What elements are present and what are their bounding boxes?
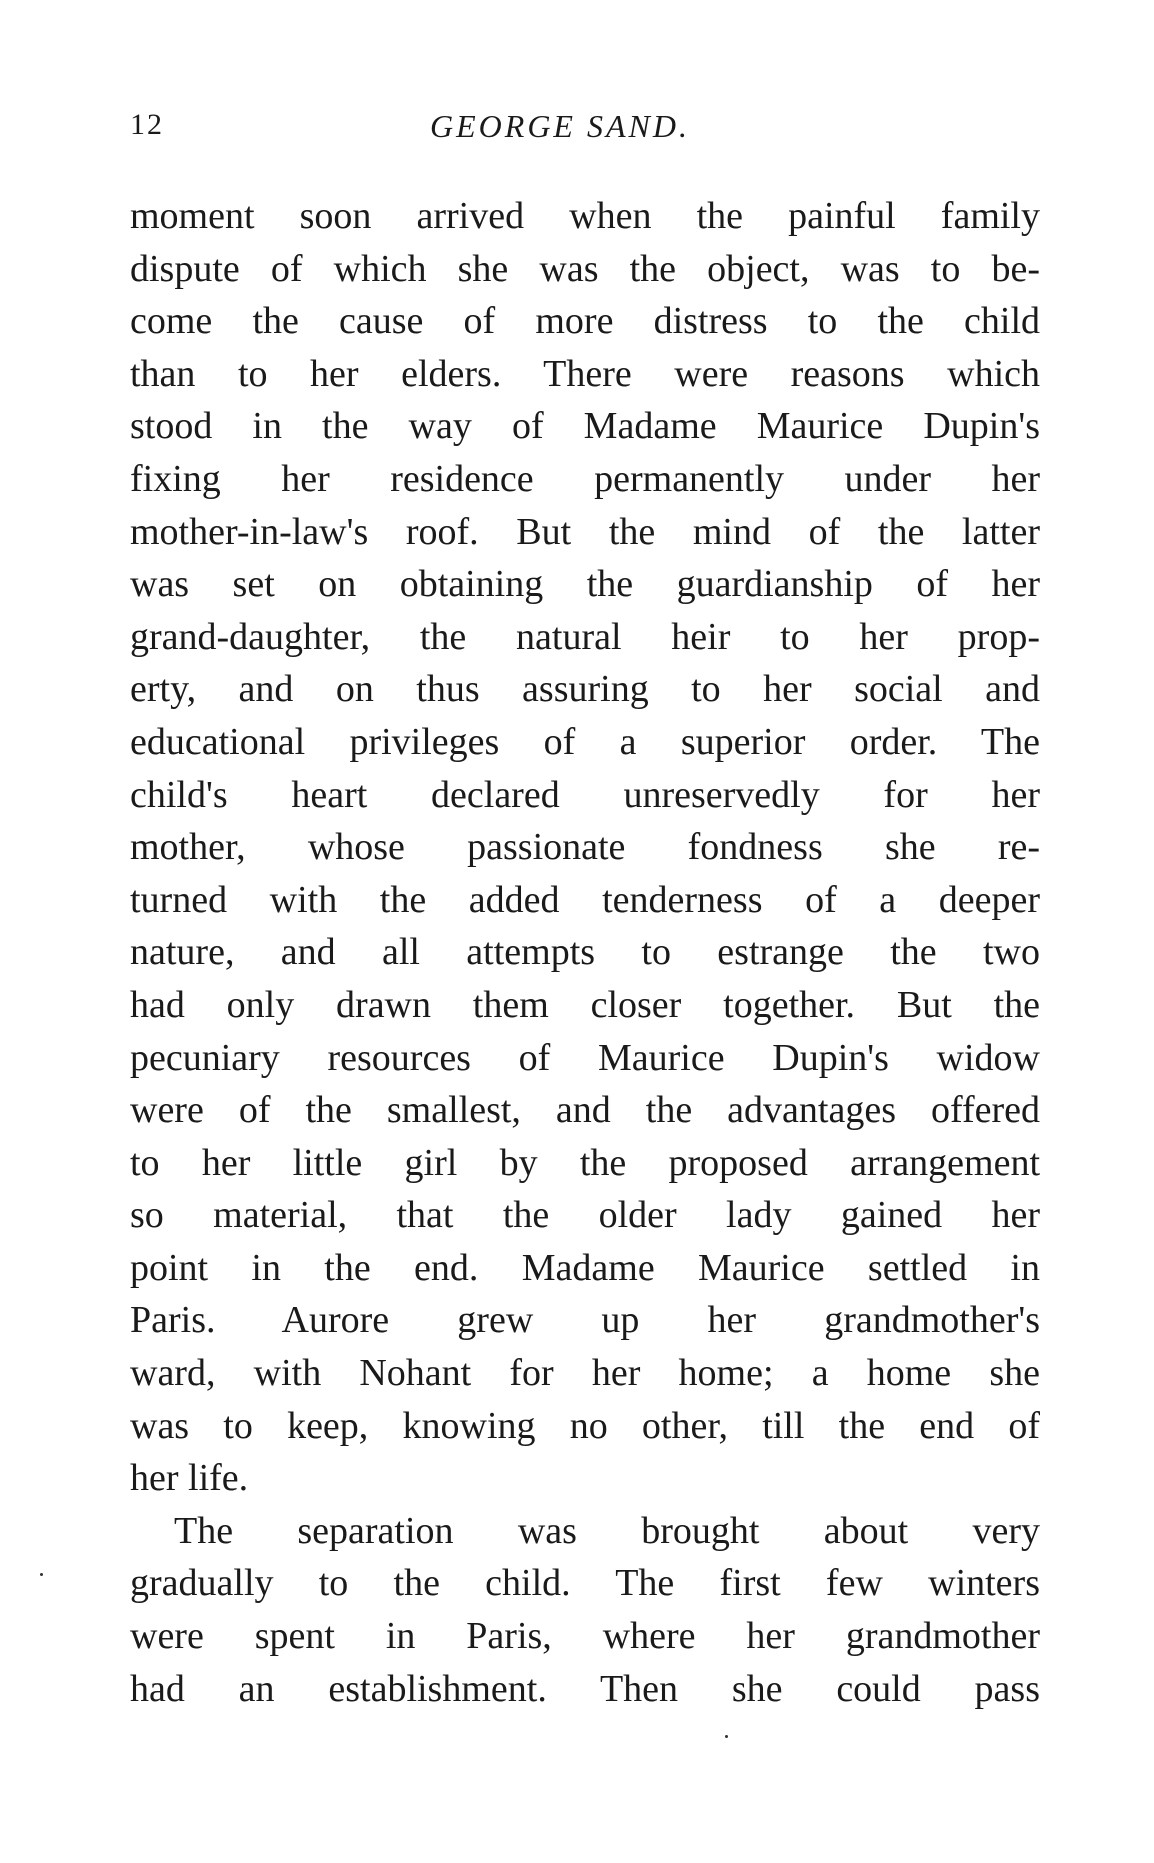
text-line: were spent in Paris, where her grandmother xyxy=(130,1615,1040,1658)
text-line: was set on obtaining the guardianship of her xyxy=(130,563,1040,606)
text-line: nature, and all attempts to estrange the two xyxy=(130,931,1040,974)
page-header xyxy=(130,108,1050,148)
text-line: Paris. Aurore grew up her grandmother's xyxy=(130,1299,1040,1342)
text-line: mother, whose passionate fondness she re- xyxy=(130,826,1040,869)
text-line: grand-daughter, the natural heir to her prop- xyxy=(130,615,1040,658)
text-line: mother-in-law's roof. But the mind of the latter xyxy=(130,510,1040,553)
text-line: pecuniary resources of Maurice Dupin's widow xyxy=(130,1036,1040,1079)
text-line: moment soon arrived when the painful family xyxy=(130,195,1040,237)
running-title: GEORGE SAND. xyxy=(430,108,690,144)
text-line: were of the smallest, and the advantages offered xyxy=(130,1089,1040,1132)
text-line: her life. xyxy=(130,1457,249,1500)
text-line: gradually to the child. The first few winters xyxy=(130,1562,1040,1605)
text-line: to her little girl by the proposed arrangement xyxy=(130,1141,1040,1184)
text-line: dispute of which she was the object, was to be- xyxy=(130,247,1040,290)
body-text xyxy=(130,190,1040,1715)
text-line: so material, that the older lady gained her xyxy=(130,1194,1040,1237)
text-line: had an establishment. Then she could pass xyxy=(130,1667,1040,1710)
text-line: turned with the added tenderness of a deeper xyxy=(130,878,1040,921)
text-line: point in the end. Madame Maurice settled in xyxy=(130,1246,1040,1289)
ink-speck xyxy=(725,1735,728,1738)
paragraph-2 xyxy=(130,1505,1040,1715)
text-line: fixing her residence permanently under her xyxy=(130,457,1040,500)
text-line: had only drawn them closer together. But the xyxy=(130,983,1040,1026)
text-line: The separation was brought about very xyxy=(174,1509,1040,1552)
text-line: than to her elders. There were reasons which xyxy=(130,352,1040,395)
text-line: child's heart declared unreservedly for her xyxy=(130,773,1040,816)
text-line: erty, and on thus assuring to her social and xyxy=(130,668,1040,711)
page-number: 12 xyxy=(130,108,164,141)
text-line: stood in the way of Madame Maurice Dupin's xyxy=(130,405,1040,448)
text-line: was to keep, knowing no other, till the end of xyxy=(130,1404,1040,1447)
text-line: educational privileges of a superior order. The xyxy=(130,720,1040,763)
paragraph-1 xyxy=(130,190,1040,1505)
text-line: ward, with Nohant for her home; a home she xyxy=(130,1352,1040,1395)
text-line: come the cause of more distress to the child xyxy=(130,300,1040,343)
ink-speck xyxy=(40,1573,43,1576)
